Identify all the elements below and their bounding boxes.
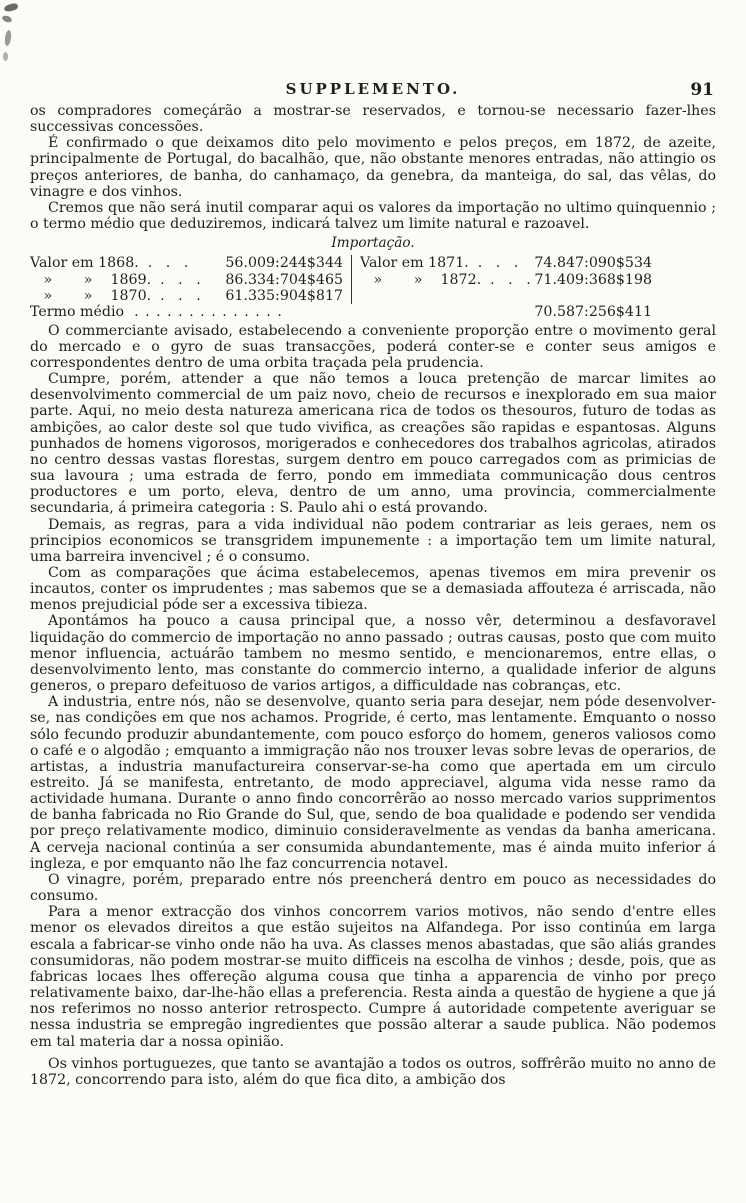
dot-leader: . . . . . . . . . . . . . .: [134, 304, 283, 321]
table-row: [360, 272, 652, 288]
ink-smudge: [4, 30, 12, 47]
ink-smudge: [3, 3, 18, 13]
paragraph: Cumpre, porém, attender a que não temos a louca pretenção de marcar limites ao desenvolvimento commercial de um paiz novo, cheio de recursos e inexplorado em sua maior parte. Aqui, no meio desta natureza americana rica de todos os thesouros, futuro de todas as ambições, ao calor deste sol que tudo vivifica, as creações são rapidas e espantosas. Alguns punhados de homens vigorosos, morigerados e conhecedores dos trabalhos agricolas, atirados no centro dessas vastas florestas, surgem dentro em pouco carregados com as primicias de sua lavoura ; uma estrada de ferro, pondo em immediata communicação dous centros productores e um porto, eleva, dentro de um anno, uma provincia, commercialmente secundaria, á primeira categoria : S. Paulo ahi o está provando.: [30, 371, 716, 517]
table-left-column: [30, 255, 352, 304]
table-row: [30, 272, 343, 288]
table-columns: [30, 255, 716, 304]
row-label: Termo médio: [30, 304, 125, 321]
paragraph: Demais, as regras, para a vida individual não podem contrariar as leis geraes, nem os principios economicos se transgridem impunemente : a importação tem um limite natural, uma barreira invencivel ; é o consumo.: [30, 516, 716, 565]
paragraph: O commerciante avisado, estabelecendo a conveniente proporção entre o movimento geral do mercado e o gyro de suas transacções, poderá conter-se e conter seus amigos e correspondentes dentro de uma orbita traçada pela prudencia.: [30, 322, 716, 371]
row-label: Valor em 1868. . . .: [30, 255, 189, 272]
body-text: [30, 103, 716, 1088]
table-row: [30, 288, 343, 304]
row-value: 74.847:090$534: [534, 255, 652, 272]
table-row: [360, 255, 652, 271]
row-value: 56.009:244$344: [225, 255, 343, 272]
paragraph: É confirmado o que deixamos dito pelo movimento e pelos preços, em 1872, de azeite, principalmente de Portugal, do bacalhão, que, não obstante menores entradas, não attingio os preços anteriores, de banha, do canhamaço, da genebra, da manteiga, do sal, das vêlas, do vinagre e dos vinhos.: [30, 135, 716, 200]
paragraph: Apontámos ha pouco a causa principal que, a nosso vêr, determinou a desfavoravel liquidação do commercio de importação no anno passado ; outras causas, posto que com muito menor influencia, actuárão tambem no mesmo sentido, e mencionaremos, entre ellas, o desenvolvimento lento, mas constante do commercio interno, a qualidade inferior de alguns generos, o preparo defeituoso de varios artigos, a difficuldade nas cobranças, etc.: [30, 613, 716, 695]
table-right-column: [352, 255, 716, 304]
paragraph: Cremos que não será inutil comparar aqui os valores da importação no ultimo quinquennio ; o termo médio que deduziremos, indicará talvez um limite natural e razoavel.: [30, 199, 716, 233]
ink-smudge: [1, 14, 12, 23]
row-value: 70.587:256$411: [534, 304, 652, 321]
row-label: » » 1872. . . .: [360, 271, 531, 288]
running-title: SUPPLEMENTO.: [285, 80, 461, 98]
row-label: » » 1869. . . .: [30, 271, 201, 288]
table-row: [30, 255, 343, 271]
paragraph: Para a menor extracção dos vinhos concorrem varios motivos, não sendo d'entre elles menor os elevados direitos a que estão sujeitos na Alfandega. Por isso continúa em larga escala a fabricar-se vinho onde não ha uva. As classes menos abastadas, que são aliás grandes consumidoras, não podem mostrar-se muito difficeis na escolha de vinhos ; desde, pois, que as fabricas locaes lhes offereção alguma cousa que tinha a apparencia de vinho por preço relativamente baixo, dar-lhe-hão ellas a preferencia. Resta ainda a questão de hygiene a que já nos referimos no nosso anterior retrospecto. Cumpre á autoridade competente averiguar se nessa industria se empregão ingredientes que possão alterar a saude publica. Não podemos em tal materia dar a nossa opinião.: [30, 904, 716, 1050]
paragraph: O vinagre, porém, preparado entre nós preencherá dentro em pouco as necessidades do consumo.: [30, 871, 716, 905]
row-label: Valor em 1871. . . .: [360, 255, 519, 272]
paragraph: os compradores começárão a mostrar-se reservados, e tornou-se necessario fazer-lhes successivas concessões.: [30, 103, 716, 136]
termo-medio-row: [30, 304, 716, 321]
paragraph: Os vinhos portuguezes, que tanto se avantajão a todos os outros, soffrêrão muito no anno de 1872, concorrendo para isto, além do que fica dito, a ambição dos: [30, 1055, 716, 1088]
page-number: 91: [690, 80, 714, 100]
ink-smudge: [3, 52, 8, 61]
table-title: Importação.: [331, 235, 415, 252]
row-value: 61.335:904$817: [225, 287, 343, 304]
page-header: [30, 80, 716, 100]
paragraph: Com as comparações que ácima estabelecemos, apenas tivemos em mira prevenir os incautos, conter os imprudentes ; mas sabemos que se a demasiada affouteza é arriscada, não menos prejudicial póde ser a excessiva tibieza.: [30, 564, 716, 614]
row-label: » » 1870. . . .: [30, 287, 201, 304]
row-value: 86.334:704$465: [225, 271, 343, 288]
paragraph: A industria, entre nós, não se desenvolve, quanto seria para desejar, nem póde desenvolver-se, nas condições em que nos achamos. Progride, é certo, mas lentamente. Emquanto o nosso sólo fecundo produzir abundantemente, com pouco esforço do homem, generos valiosos como o café e o algodão ; emquanto a immigração não nos trouxer levas sobre levas de operarios, de artistas, a industria manufactureira conservar-se-ha como que apertada em um circulo estreito. Já se manifesta, entretanto, de modo appreciavel, alguma vida nesse ramo da actividade humana. Durante o anno findo concorrêrão ao nosso mercado varios supprimentos de banha fabricada no Rio Grande do Sul, que, sendo de boa qualidade e podendo ser vendida por preço relativamente modico, diminuio consideravelmente as vendas da banha americana. A cerveja nacional continúa a ser consumida abundantemente, mas é ainda muito inferior á ingleza, e por emquanto não lhe faz concurrencia notavel.: [30, 694, 716, 872]
importacao-table: [30, 235, 716, 320]
row-value: 71.409:368$198: [534, 271, 652, 288]
